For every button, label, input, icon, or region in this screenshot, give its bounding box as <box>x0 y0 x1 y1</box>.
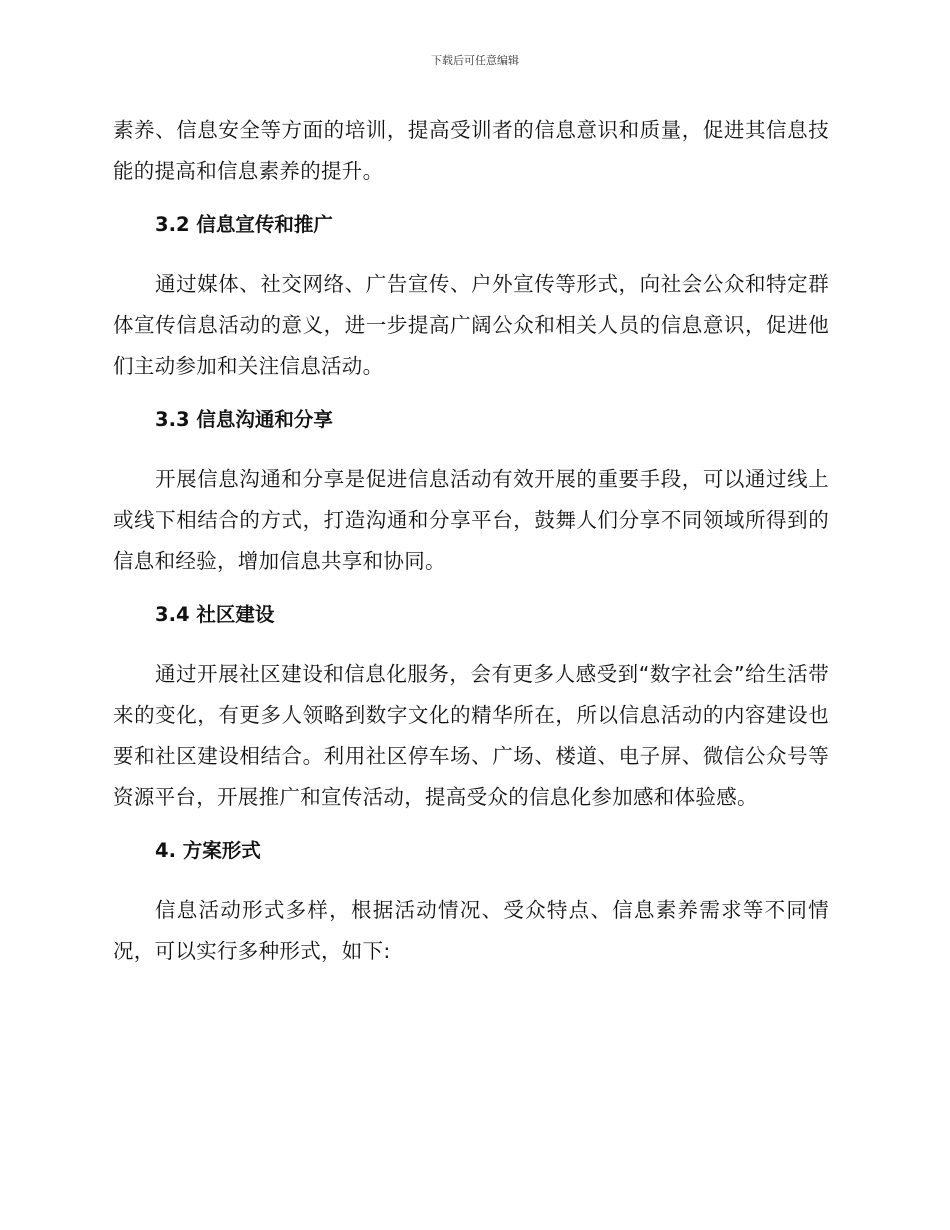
page-header: 下载后可任意编辑 <box>431 54 519 67</box>
paragraph-sharing: 开展信息沟通和分享是促进信息活动有效开展的重要手段，可以通过线上或线下相结合的方式，打造沟通和分享平台，鼓舞人们分享不同领域所得到的信息和经验，增加信息共享和协同。 <box>113 467 829 573</box>
heading-3-3: 3.3 信息沟通和分享 <box>155 408 333 431</box>
document-body <box>113 110 829 972</box>
paragraph-training: 素养、信息安全等方面的培训，提高受训者的信息意识和质量，促进其信息技能的提高和信息素养的提升。 <box>113 118 829 183</box>
heading-3-2: 3.2 信息宣传和推广 <box>155 213 333 236</box>
paragraph-promotion: 通过媒体、社交网络、广告宣传、户外宣传等形式，向社会公众和特定群体宣传信息活动的意义，进一步提高广阔公众和相关人员的信息意识，促进他们主动参加和关注信息活动。 <box>113 272 829 378</box>
heading-4: 4. 方案形式 <box>155 839 261 862</box>
paragraph-community: 通过开展社区建设和信息化服务，会有更多人感受到“数字社会”给生活带来的变化，有更多人领略到数字文化的精华所在，所以信息活动的内容建设也要和社区建设相结合。利用社区停车场、广场、楼道、电子屏、微信公众号等资源平台，开展推广和宣传活动，提高受众的信息化参加感和体验感。 <box>113 662 829 809</box>
paragraph-forms: 信息活动形式多样，根据活动情况、受众特点、信息素养需求等不同情况，可以实行多种形式，如下: <box>113 898 829 963</box>
heading-3-4: 3.4 社区建设 <box>155 603 275 626</box>
